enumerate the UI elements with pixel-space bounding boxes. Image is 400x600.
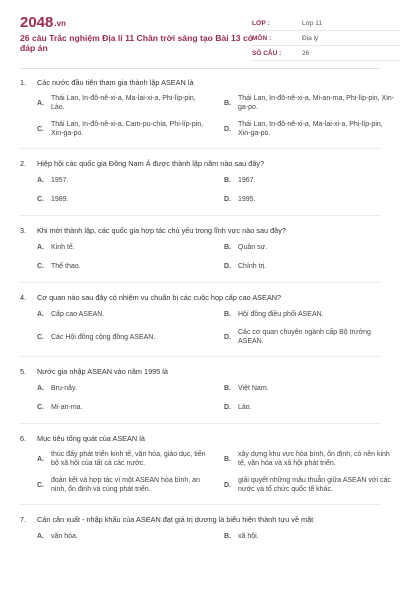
option-a[interactable]: A. văn hóa. (37, 533, 78, 540)
question-4 (20, 282, 380, 346)
option-b[interactable]: B. Thái Lan, In-đô-nê-xi-a, Mi-an-ma, Phi-líp-pin, Xin-ga-po. (224, 95, 395, 111)
question-6 (20, 423, 391, 494)
options (20, 531, 380, 542)
site-logo[interactable]: 2048.vn (20, 14, 66, 31)
question-text: 5. Nước gia nhập ASEAN vào năm 1995 là (20, 367, 168, 376)
question-2 (20, 148, 380, 205)
option-c[interactable]: C. 1989. (37, 196, 69, 203)
meta-key: MÔN : (252, 35, 272, 42)
options (20, 175, 380, 205)
meta-info (252, 16, 400, 61)
option-b[interactable]: B. xã hội. (224, 533, 259, 540)
question-text: 4. Cơ quan nào sau đây có nhiệm vụ chuẩn bị các cuộc họp cấp cao ASEAN? (20, 293, 282, 302)
meta-row-count (252, 46, 400, 61)
option-a[interactable]: A. 1957. (37, 177, 69, 184)
option-d[interactable]: D. Chính trị. (224, 263, 267, 270)
option-b[interactable]: B. Việt Nam. (224, 385, 269, 392)
question-1 (20, 78, 395, 138)
option-a[interactable]: A. Bru-nây. (37, 385, 77, 392)
option-b[interactable]: B. Quân sự. (224, 244, 268, 251)
question-text: 3. Khi mới thành lập, các quốc gia hợp tác chủ yếu trong lĩnh vực nào sau đây? (20, 226, 286, 235)
question-list (20, 78, 395, 552)
option-b[interactable]: B. Hội đồng điều phối ASEAN. (224, 311, 324, 318)
meta-value: Địa lý (302, 35, 319, 42)
question-3 (20, 215, 380, 272)
option-c[interactable]: C. Thể thao. (37, 263, 81, 270)
option-d[interactable]: D. giải quyết những mâu thuẫn giữa ASEAN với các nước và tổ chức quốc tế khác. (224, 477, 391, 493)
option-a[interactable]: A. Kinh tế. (37, 244, 75, 251)
option-d[interactable]: D. Thái Lan, In-đô-nê-xi-a, Ma-lai-xi-a, Phi-líp-pin, Xin-ga-po. (224, 121, 383, 137)
meta-key: LỚP : (252, 20, 270, 27)
option-d[interactable]: D. Các cơ quan chuyên ngành cấp Bộ trưởng ASEAN. (224, 329, 371, 345)
question-text: 1. Các nước đầu tiên tham gia thành lập ASEAN là (20, 78, 194, 87)
header (20, 10, 380, 70)
options (20, 450, 391, 494)
meta-row-subject (252, 31, 400, 46)
question-text: 2. Hiệp hội các quốc gia Đông Nam Á được thành lập năm nào sau đây? (20, 159, 265, 168)
option-c[interactable]: C. Mi-an-ma. (37, 404, 83, 411)
meta-value: 26 (302, 50, 310, 57)
options (20, 94, 395, 138)
question-7 (20, 504, 380, 542)
meta-value: Lớp 11 (302, 20, 323, 27)
question-text: 7. Cán cân xuất - nhập khẩu của ASEAN đạt giá trị dương là biểu hiện thành tựu về mặt (20, 515, 314, 524)
option-a[interactable]: A. thúc đẩy phát triển kinh tế, văn hóa, giáo dục, tiến bộ xã hội của tất cả các nước. (37, 451, 206, 467)
option-c[interactable]: C. Các Hội đồng cộng đồng ASEAN. (37, 333, 156, 341)
header-divider (20, 68, 380, 69)
meta-row-class (252, 16, 400, 31)
options (20, 309, 380, 346)
option-a[interactable]: A. Thái Lan, In-đô-nê-xi-a, Ma-lai-xi-a, Phi-líp-pin, Lào. (37, 95, 196, 111)
meta-key: SỐ CÂU : (252, 50, 282, 57)
page-title: 26 câu Trắc nghiệm Địa lí 11 Chân trời sáng tạo Bài 13 có đáp án (20, 33, 253, 53)
options (20, 383, 380, 413)
question-5 (20, 356, 380, 413)
option-d[interactable]: D. 1995. (224, 196, 256, 203)
question-text: 6. Mục tiêu tổng quát của ASEAN là (20, 434, 145, 443)
option-c[interactable]: C. Thái Lan, In-đô-nê-xi-a, Cam-pu-chia, Phi-líp-pin, Xin-ga-po. (37, 121, 204, 137)
option-c[interactable]: C. đoàn kết và hợp tác vì một ASEAN hòa bình, an ninh, ổn định và cùng phát triển. (37, 477, 200, 493)
options (20, 242, 380, 272)
option-b[interactable]: B. 1967. (224, 177, 256, 184)
option-a[interactable]: A. Cấp cao ASEAN. (37, 311, 105, 318)
option-d[interactable]: D. Lào. (224, 404, 252, 411)
option-b[interactable]: B. xây dựng khu vực hòa bình, ổn định, có nền kinh tế, văn hóa và xã hội phát triển. (224, 451, 390, 467)
